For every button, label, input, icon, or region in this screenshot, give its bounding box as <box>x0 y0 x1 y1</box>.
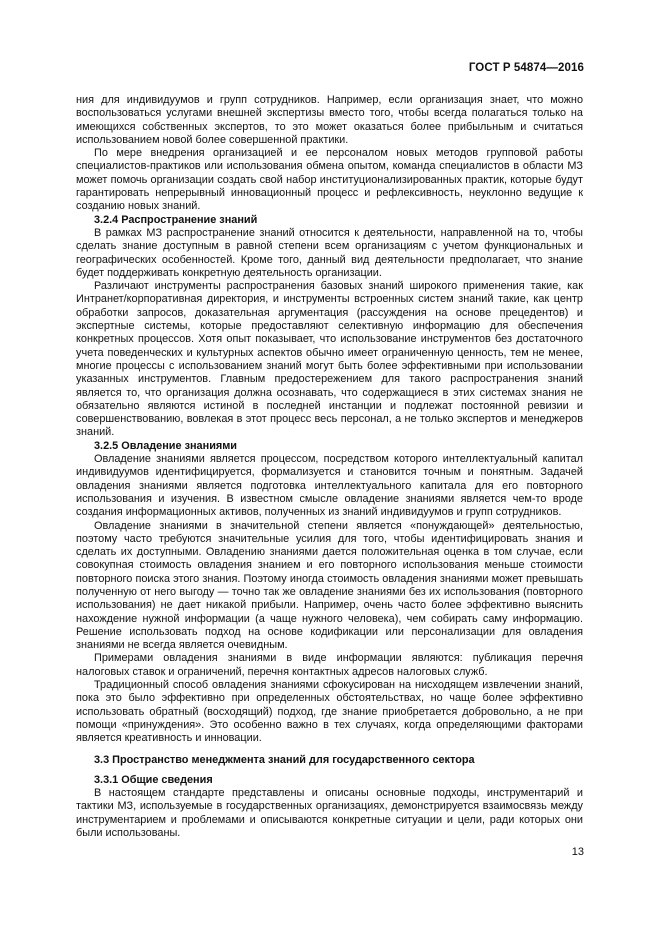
paragraph-continued: ния для индивидуумов и групп сотрудников. Например, если организация знает, что можно воспользоваться услугами внешней экспертизы вместо того, чтобы всегда полагаться только на имеющихся собственных экспертов, то это может оказаться более прибыльным и считаться использованием новой более совершенной практики. <box>76 94 583 146</box>
heading-3-3-1: 3.3.1 Общие сведения <box>94 773 213 786</box>
paragraph: Различают инструменты распространения базовых знаний широкого применения такие, как Интранет/корпоративная директория, и инструменты встроенных систем знаний такие, как центр обработки запросов, доказательная аргументация (рассуждения на основе прецедентов) и экспертные системы, которые предоставляют селективную информацию для обеспечения конкретных процессов. Хотя опыт показывает, что использование инструментов без достаточного учета поведенческих и культурных аспектов обычно имеет ограниченную ценность, тем не менее, многие процессы с использованием знаний могут быть более эффективными при использовании указанных инструментов. Главным предостережением для такого распространения знаний является то, что организация должна осознавать, что содержащиеся в этих системах знания не обязательно являются истиной в последней инстанции и подлежат постоянной ревизии и совершенствованию, вовлекая в этот процесс весь персонал, а не только экспертов и менеджеров знаний. <box>76 280 583 439</box>
page-content <box>76 94 583 840</box>
heading-3-3: 3.3 Пространство менеджмента знаний для государственного сектора <box>94 753 475 766</box>
standard-header: ГОСТ Р 54874—2016 <box>468 62 584 74</box>
paragraph: Овладение знаниями является процессом, посредством которого интеллектуальный капитал индивидуумов идентифицируется, формализуется и становится точным и понятным. Задачей овладения знаниями является подготовка интеллектуального капитала для его повторного использования и изучения. В известном смысле овладение знаниями является чем-то вроде создания информационных активов, полученных из знаний индивидуумов и групп сотрудников. <box>76 453 583 519</box>
paragraph: В рамках МЗ распространение знаний относится к деятельности, направленной на то, чтобы сделать знание доступным в равной степени всем организациям с учетом функциональных и географических особенностей. Кроме того, данный вид деятельности предполагает, что знание будет поддерживать конкретную деятельность организации. <box>76 226 583 279</box>
heading-3-2-4: 3.2.4 Распространение знаний <box>94 213 258 226</box>
paragraph: В настоящем стандарте представлены и описаны основные подходы, инструментарий и тактики МЗ, используемые в государственных организациях, демонстрируется взаимосвязь между инструментарием и проблемами и описываются конкретные ситуации и цели, ради которых они были использованы. <box>76 787 583 840</box>
paragraph: Овладение знаниями в значительной степени является «понуждающей» деятельностью, поэтому часто требуются значительные усилия для того, чтобы идентифицировать знания и сделать их доступными. Овладению знаниями дается положительная оценка в том случае, если совокупная стоимость овладения знанием и его повторного использования меньше стоимости повторного поиска этого знания. Поэтому иногда стоимость овладения знаниями может превышать полученную от него выгоду — точно так же овладение знаниями без их использования (повторного использования) не дает никакой прибыли. Например, очень часто более эффективно выяснить нахождение нужной информации (а чаще нужного человека), чем собирать саму информацию. Решение использовать подход на основе кодификации или персонализации для овладения знаниями не всегда является очевидным. <box>76 519 583 652</box>
paragraph: По мере внедрения организацией и ее персоналом новых методов групповой работы специалистов-практиков или использования обмена опытом, команда специалистов в области МЗ может помочь организации создать свой набор институционализированных практик, которые будут гарантировать непрерывный инновационный процесс и рефлексивность, неуклонно ведущие к созданию новых знаний. <box>76 147 583 213</box>
page-number: 13 <box>571 846 584 858</box>
heading-3-2-5: 3.2.5 Овладение знаниями <box>94 439 237 452</box>
paragraph: Примерами овладения знаниями в виде информации являются: публикация перечня налоговых ставок и ограничений, перечня контактных адресов налоговых служб. <box>76 652 583 678</box>
paragraph: Традиционный способ овладения знаниями сфокусирован на нисходящем извлечении знаний, пока это было эффективно при определенных обстоятельствах, но чаще более эффективно использовать обратный (восходящий) подход, где знание приобретается добровольно, а не при помощи «принуждения». Это особенно важно в тех случаях, когда определяющими факторами является креативность и инновации. <box>76 679 583 745</box>
